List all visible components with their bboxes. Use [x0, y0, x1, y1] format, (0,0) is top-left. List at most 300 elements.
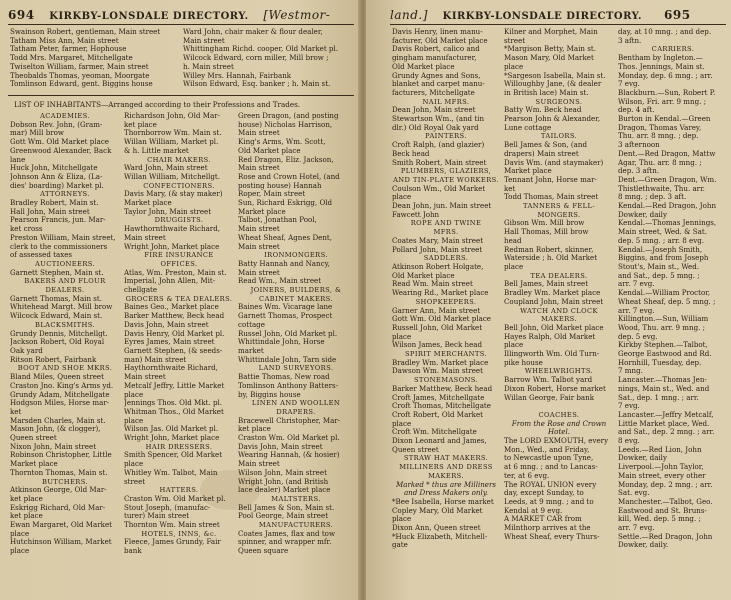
directory-entry: Atkinson George, Old Mar- [10, 486, 107, 495]
directory-entry: King's Arms, Wm. Scott, [238, 138, 326, 147]
directory-entry: Main street [238, 242, 280, 251]
directory-entry [504, 402, 614, 411]
directory-entry: street [124, 477, 146, 486]
directory-entry: Coulson Wm., Old Market [392, 184, 486, 193]
directory-entry: Main street [238, 225, 280, 234]
directory-entry: Main street [238, 129, 280, 138]
directory-entry: Hayes Ralph, Old Market [504, 332, 596, 341]
directory-entry: Wood, Thu. arr. 9 mng. ; [618, 323, 706, 332]
directory-entry: Mon., Wed., and Friday, [504, 445, 590, 454]
trade-heading: OFFICES. [160, 259, 198, 268]
directory-entry: head [504, 236, 522, 245]
trades-column-3 [238, 112, 354, 556]
directory-entry: Hall Thomas, Mill brow [504, 228, 589, 237]
directory-entry: Willoughby Jane, (& dealer [504, 80, 602, 89]
directory-entry: h. Main street [183, 62, 234, 71]
directory-entry: Illingworth Wm. Old Turn- [504, 350, 600, 359]
directory-entry: Fawcett John [392, 210, 440, 219]
directory-entry: Hornhill, Tuesday, dep. [618, 358, 702, 367]
directory-entry: *Bee Isabella, Horse market [392, 497, 494, 506]
directory-entry: arr. 7 evg. [618, 524, 655, 533]
directory-entry: Milnthorp arrives at the [504, 524, 591, 533]
directory-entry: Liverpool.—John Taylor, [618, 463, 704, 472]
directory-entry: gate [392, 541, 408, 550]
left-page-number: 694 [8, 8, 35, 22]
directory-entry: Waterside ; h. Old Market [504, 254, 598, 263]
directory-entry: blanket and carpet manu- [392, 80, 485, 89]
directory-entry: Davis Robert, calico and [392, 45, 480, 54]
right-page-number: 695 [664, 8, 691, 22]
trade-heading: FIRE INSURANCE [144, 251, 214, 260]
right-page-header [390, 8, 691, 22]
directory-entry: Queen street [10, 434, 57, 443]
trade-heading: HAIR DRESSERS. [145, 442, 213, 451]
trade-heading: LINEN AND WOOLLEN [251, 399, 341, 408]
directory-entry: Russel John, Old Market pl. [238, 329, 338, 338]
directory-entry: Garnett Stephen, (& seeds- [124, 346, 223, 355]
directory-entry: Hawthornthwaite Richard, [124, 225, 220, 234]
directory-entry: Kendal.—Joseph Smith, [618, 245, 703, 254]
directory-entry: Davis John, Main street [124, 320, 209, 329]
trade-heading: IRONMONGERS. [264, 251, 328, 260]
directory-entry: Willan William, Mitchellgt. [124, 172, 221, 181]
trade-heading: SURGEONS. [535, 97, 583, 106]
directory-entry: to Newcastle upon Tyne, [504, 454, 594, 463]
trade-heading: COACHES. [538, 410, 580, 419]
directory-entry: Dent.—Red Dragon, Mattw [618, 149, 716, 158]
directory-entry: Barker Matthew, Beck head [124, 312, 225, 321]
directory-entry: Bentham by Ingleton.— [618, 54, 703, 63]
directory-entry: Wilson John, Main street [238, 468, 327, 477]
directory-entry: Batty Hannah and Nancy, [238, 259, 330, 268]
directory-entry: Grundy Dennis, Mitchellgt. [10, 329, 108, 338]
directory-entry: Main street [238, 268, 280, 277]
directory-entry: Croft Robert, Old Market [392, 410, 484, 419]
directory-entry: Sat., dep. 1 mng. ; arr. [618, 393, 699, 402]
directory-entry: Baines Geo., Market place [124, 303, 219, 312]
directory-entry: place [504, 62, 524, 71]
right-page-title: KIRKBY-LONSDALE DIRECTORY. [442, 11, 642, 22]
directory-entry: Gibson Wm. Mill brow [504, 219, 585, 228]
directory-entry: Willey Mrs. Hannah, Fairbank [183, 71, 292, 80]
top-right-column [183, 28, 353, 89]
directory-entry: Bell John, Old Market place [504, 323, 604, 332]
directory-entry: Tatham Peter, farmer, Hophouse [10, 45, 127, 54]
directory-entry: Smith Spencer, Old Market [124, 451, 223, 460]
directory-entry: Hall John, Main street [10, 207, 90, 216]
directory-entry: Wilson Jas. Old Market pl. [124, 425, 219, 434]
directory-entry: Bell James & Son, (and [504, 141, 587, 150]
trade-heading: MFRS. [433, 228, 459, 237]
directory-entry: Dragon, Thomas Varey, [618, 123, 702, 132]
directory-entry: Dowker, daily [618, 454, 667, 463]
directory-entry: Grundy Adam, Mitchellgate [10, 390, 110, 399]
directory-entry: Sat. evg. [618, 489, 650, 498]
trades-column-2 [124, 112, 234, 556]
directory-entry: Wheat Sheaf, dep. 5 mng. ; [618, 297, 716, 306]
trade-heading: NAIL MFRS. [422, 97, 470, 106]
directory-entry: Tatham Miss Ann, Main street [10, 36, 119, 45]
directory-entry: Battie Thomas, New road [238, 373, 330, 382]
directory-entry: Wearing Rd., Market place [392, 289, 489, 298]
trade-heading: BLACKSMITHS. [35, 320, 95, 329]
directory-entry: Thornton Wm. Main street [124, 521, 220, 530]
directory-entry: Davis John, Main street [238, 442, 323, 451]
header-rule [8, 24, 354, 25]
directory-entry: nings, Main st., Wed. and [618, 384, 710, 393]
directory-entry: Marsden Charles, Main st. [10, 416, 106, 425]
directory-entry: Leeds.—Red Lion, John [618, 445, 702, 454]
trade-heading: CARRIERS. [651, 45, 695, 54]
directory-entry: Croft Ralph, (and glazier) [392, 141, 485, 150]
directory-entry: Atkinson Robert Holgate, [392, 262, 484, 271]
directory-entry: place [392, 419, 412, 428]
directory-entry: Bell James, Main street [504, 280, 589, 289]
directory-entry: turer) Main street [124, 512, 190, 521]
directory-entry: Read Wm., Main street [238, 277, 322, 286]
directory-entry: Grundy Agnes and Sons, [392, 71, 481, 80]
directory-entry: Wheat Sheaf, every Thurs- [504, 532, 600, 541]
trade-heading: BUTCHERS. [42, 477, 88, 486]
directory-entry: dlr.) Old Royal Oak yard [392, 123, 479, 132]
directory-entry: Main street [183, 36, 225, 45]
directory-entry: Barker Matthew, Beck head [392, 384, 493, 393]
directory-entry: place [10, 529, 30, 538]
directory-entry: ket [10, 407, 22, 416]
directory-entry: Main street [238, 164, 280, 173]
directory-entry: Tomlinson Edward, gent. Biggins house [10, 80, 153, 89]
directory-entry: spinner, and wrapper mfr. [238, 538, 332, 547]
directory-entry: Eskrigg Richard, Old Mar- [10, 503, 106, 512]
directory-entry: Craston Wm. Old Market pl. [238, 434, 340, 443]
directory-entry: 7 evg. [618, 402, 640, 411]
directory-entry: dep. 5 evg. [618, 332, 658, 341]
directory-entry: Whitley Wm. Talbot, Main [124, 468, 218, 477]
trade-heading: MANUFACTURERS. [258, 521, 334, 530]
trade-heading: GROCERS & TEA DEALERS. [125, 294, 233, 303]
directory-entry: Lancaster.—Jeffry Metcalf, [618, 410, 714, 419]
directory-entry: Wilson, Fri. arr. 9 mng. ; [618, 97, 707, 106]
directory-entry: Killington.—Sun, William [618, 315, 709, 324]
trade-heading: LAND SURVEYORS. [258, 364, 334, 373]
directory-entry: ket place [124, 120, 157, 129]
directory-entry: The LORD EXMOUTH, every [504, 437, 609, 446]
directory-entry: arr. 7 evg. [618, 306, 655, 315]
directory-entry: Bell James & Son, Main st. [238, 503, 335, 512]
directory-entry: street [504, 36, 526, 45]
trade-heading: HATTERS. [159, 486, 199, 495]
directory-entry: Dowker, daily [618, 210, 667, 219]
trades-column-5 [504, 28, 614, 541]
directory-entry: George Eastwood and Rd. [618, 350, 712, 359]
directory-entry: Kendal.—Thomas Jennings, [618, 219, 717, 228]
trade-heading: CABINET MAKERS. [259, 294, 333, 303]
trade-heading: MAKERS. [541, 315, 577, 324]
directory-entry: 3 aftn. [618, 36, 642, 45]
directory-entry: Metcalf Jeffry, Little Market [124, 381, 225, 390]
directory-entry: Wheat Sheaf, Agnes Dent, [238, 233, 333, 242]
directory-entry: Red Dragon, Eliz. Jackson, [238, 155, 334, 164]
directory-entry: facturers, Mitchellgate [392, 88, 475, 97]
trade-heading: MONGERS. [537, 210, 581, 219]
directory-entry: drapers) Main street [504, 149, 579, 158]
trade-heading: ACADEMIES. [40, 112, 90, 120]
directory-entry: Oak yard [10, 346, 43, 355]
directory-entry: Wright John, Market place [124, 242, 220, 251]
directory-entry: Fleece, James Grundy, Fair [124, 538, 221, 547]
directory-entry: Whittingham Richd. cooper, Old Market pl. [183, 45, 338, 54]
italic-note: Marked * thus are Milliners [395, 480, 497, 489]
directory-entry: cottage [238, 320, 265, 329]
directory-entry: Pearson Francis, jun. Mar- [10, 216, 106, 225]
header-rule [390, 24, 726, 25]
trade-heading: TAILORS. [540, 132, 578, 141]
trades-column-6 [618, 28, 728, 550]
trade-heading: MILLINERS AND DRESS [399, 463, 493, 472]
directory-entry: Market place [504, 167, 552, 176]
directory-entry: Dixon Robert, Horse market [504, 384, 606, 393]
directory-entry: Kendal.—Red Dragon, John [618, 202, 717, 211]
directory-entry: Dixon Ann, Queen street [392, 524, 481, 533]
directory-entry: dep. 5 mng. ; arr. 8 evg. [618, 236, 705, 245]
directory-entry: Copley Mary, Old Market [392, 506, 483, 515]
trade-heading: AUCTIONEERS. [34, 259, 96, 268]
directory-entry: Davis Henry, linen manu- [392, 28, 483, 36]
directory-entry: Wright John, Market place [124, 434, 220, 443]
directory-entry: Mason Mary, Old Market [504, 54, 594, 63]
directory-entry: Wilson Edward, Esq. banker ; h. Main st. [183, 80, 331, 89]
trade-heading: TEA DEALERS. [530, 271, 588, 280]
directory-entry: Bradley Wm. Market place [504, 289, 601, 298]
directory-entry: Stout's, Main st., Wed. [618, 262, 700, 271]
directory-entry: Queen square [238, 547, 289, 556]
directory-entry: Imperial, John Allen, Mit- [124, 277, 216, 286]
directory-entry: lace dealer) Market place [238, 486, 331, 495]
directory-entry: The ROYAL UNION every [504, 480, 597, 489]
directory-entry: Coates James, flax and tow [238, 529, 336, 538]
trade-heading: PAINTERS. [425, 132, 467, 141]
directory-entry: & h. Little market [124, 146, 189, 155]
directory-entry: Haythornthwaite Richard, [124, 364, 218, 373]
directory-entry: Bradley Wm. Market place [392, 358, 489, 367]
trade-heading: SHOPKEEPERS. [415, 297, 477, 306]
directory-entry: place [392, 193, 412, 202]
directory-entry: Agar, Thu. arr. 8 mng. ; [618, 158, 702, 167]
directory-entry: bank [124, 547, 142, 556]
directory-entry: Ritson Robert, Fairbank [10, 355, 97, 364]
directory-entry: Dent.—Green Dragon, Wm. [618, 175, 717, 184]
directory-entry: ket cross [10, 225, 43, 234]
trade-heading: SADDLERS. [423, 254, 469, 263]
directory-entry: Jennings Thos. Old Mkt. pl. [124, 399, 223, 408]
directory-entry: Gott Wm. Old Market place [10, 138, 109, 147]
left-page-title: KIRKBY-LONSDALE DIRECTORY. [49, 11, 249, 22]
directory-entry: Craston Jno. King's Arms yd. [10, 381, 114, 390]
directory-entry: ter, at 6 evg. [504, 471, 550, 480]
directory-entry: Garner Ann, Main street [392, 306, 481, 315]
directory-entry: place [504, 262, 524, 271]
directory-entry: Dixon Leonard and James, [392, 437, 487, 446]
directory-entry: Batty Wm. Beck head [504, 106, 582, 115]
directory-entry: 3 afternoon [618, 141, 660, 150]
left-page-region: [Westmor- [263, 8, 331, 22]
directory-entry: Dawson Wm. Main street [392, 367, 483, 376]
trade-heading: ROPE AND TWINE [410, 219, 482, 228]
directory-entry: lane [10, 155, 26, 164]
directory-entry: Settle.—Red Dragon, John [618, 532, 713, 541]
directory-entry: place [392, 515, 412, 524]
directory-entry: Richardson John, Old Mar- [124, 112, 220, 120]
directory-entry: Biggins, and from Joseph [618, 254, 709, 263]
directory-entry: ket [504, 184, 516, 193]
directory-entry: Mason John, (& clogger), [10, 425, 101, 434]
directory-entry: dies' boarding) Market pl. [10, 181, 104, 190]
trade-heading: MALTSTERS. [271, 494, 321, 503]
directory-entry: Main street [124, 233, 166, 242]
directory-entry: Dean John, jun. Main street [392, 202, 492, 211]
directory-entry: Queen street [392, 445, 439, 454]
directory-entry: Preston William, Main street, [10, 233, 116, 242]
directory-entry: Wright John, (and British [238, 477, 329, 486]
directory-entry: Redman Robert, skinner, [504, 245, 594, 254]
directory-entry: and Sat., dep. 2 mng. ; arr. [618, 428, 715, 437]
directory-entry: Davis Henry, Old Market pl. [124, 329, 225, 338]
section-rule [8, 95, 354, 96]
directory-entry: Lancaster.—Thomas Jen- [618, 376, 707, 385]
directory-entry: Pearson John & Alexander, [504, 115, 601, 124]
directory-entry: Beck head [392, 149, 430, 158]
directory-entry: Whittindale John, Horse [238, 338, 325, 347]
directory-entry: place [504, 341, 524, 350]
directory-entry: Stout Joseph, (manufac- [124, 503, 211, 512]
trade-heading: BAKERS AND FLOUR [24, 277, 106, 286]
directory-entry: Whittindale John, Tarn side [238, 355, 337, 364]
directory-entry: Dobson Rev. John, (Gram- [10, 120, 103, 129]
directory-entry: Dean John, Main street [392, 106, 476, 115]
directory-entry: and Sat., dep. 5 mng. ; [618, 271, 700, 280]
directory-entry: Johnson Ann & Eliza, (La- [10, 172, 103, 181]
directory-entry: Davis Mary, (& stay maker) [124, 190, 223, 199]
list-heading: LIST OF INHABITANTS—Arranged according to their Professions and Trades. [14, 100, 301, 109]
directory-entry: Garnett Stephen, Main st. [10, 268, 104, 277]
directory-entry: Kilner and Morphet, Main [504, 28, 598, 36]
directory-entry: place [124, 460, 144, 469]
directory-entry: arr. 7 evg. [618, 280, 655, 289]
directory-entry: Wearing Hannah, (& hosier) [238, 451, 340, 460]
trades-column-4 [392, 28, 500, 550]
trade-heading: STRAW HAT MAKERS. [403, 454, 489, 463]
directory-entry: Market place [10, 460, 58, 469]
directory-entry: Talbot, Jonathan Pool, [238, 216, 317, 225]
directory-entry: Old Market place [392, 271, 455, 280]
directory-entry: Tomlinson Anthony Batters- [238, 381, 339, 390]
directory-entry: Little Market place, Wed. [618, 419, 710, 428]
trade-heading: JOINERS, BUILDERS, & [250, 286, 342, 295]
left-page-header [8, 8, 330, 22]
directory-entry: Coates Mary, Main street [392, 236, 484, 245]
directory-entry: Taylor John, Main street [124, 207, 212, 216]
directory-entry: Monday, dep. 6 mng. ; arr. [618, 71, 713, 80]
directory-entry: Willan William, Market pl. [124, 138, 219, 147]
directory-entry: Green Dragon, (and posting [238, 112, 339, 120]
directory-entry: dep. 4 aft. [618, 106, 655, 115]
directory-entry: Old Market place [392, 62, 455, 71]
directory-entry: *Margison Betty, Main st. [504, 45, 596, 54]
directory-entry: market [238, 346, 264, 355]
directory-entry: Kendal.—William Proctor, [618, 289, 711, 298]
directory-entry: Main street, every other [618, 471, 706, 480]
directory-entry: Craston Wm. Old Market pl. [124, 494, 226, 503]
directory-entry: Gott Wm. Old Market place [392, 315, 491, 324]
directory-entry: by, Biggins house [238, 390, 301, 399]
directory-entry: Russell John, Old Market [392, 323, 483, 332]
directory-entry: Bland Miles, Queen street [10, 373, 104, 382]
trade-heading: DRUGGISTS. [154, 216, 204, 225]
trade-heading: STONEMASONS. [413, 376, 479, 385]
directory-entry: Ward John, Main street [124, 164, 208, 173]
trade-heading: HOTELS, INNS, &c. [141, 529, 217, 538]
directory-entry: Main street [238, 460, 280, 469]
directory-entry: dep. 3 aftn. [618, 167, 660, 176]
directory-entry: Kendal at 9 evg. [504, 506, 563, 515]
directory-entry: chellgate [124, 286, 158, 295]
directory-entry: place [10, 547, 30, 556]
directory-entry: Market place [238, 207, 286, 216]
directory-entry: Twiselton William, farmer, Main street [10, 62, 149, 71]
trade-heading: WHEELWRIGHTS. [524, 367, 594, 376]
directory-entry: Croft Wm. Mitchellgate [392, 428, 477, 437]
directory-entry: Stewartson Wm., (and tin [392, 115, 485, 124]
directory-entry: Garnett Thomas, Prospect [238, 312, 333, 321]
directory-entry: 7 mng. [618, 367, 643, 376]
directory-entry: Thu. arr. 8 mng. ; dep. [618, 132, 699, 141]
directory-entry: Tennant John, Horse mar- [504, 175, 597, 184]
directory-entry: house) Nicholas Harrison, [238, 120, 333, 129]
directory-entry: Hodgson Miles, Horse mar- [10, 399, 110, 408]
directory-entry: Croft Thomas, Mitchellgate [392, 402, 491, 411]
directory-entry: Main street [124, 373, 166, 382]
directory-entry: Wilcock Edward, Main st. [10, 312, 103, 321]
top-left-column [10, 28, 170, 89]
left-page [0, 0, 360, 600]
directory-entry: Roper, Main street [238, 190, 306, 199]
directory-entry: kill, Wed. dep. 5 mng. ; [618, 515, 701, 524]
directory-entry: ket place [238, 425, 271, 434]
directory-entry: day, except Sunday, to [504, 489, 584, 498]
directory-entry: Manchester.—Talbot, Geo. [618, 497, 713, 506]
directory-entry: Jackson Robert, Old Royal [10, 338, 105, 347]
directory-entry: ket place [10, 512, 43, 521]
right-page-region: land.] [390, 8, 428, 22]
trade-heading: WATCH AND CLOCK [520, 306, 598, 315]
directory-entry: Thornborrow Wm. Main st. [124, 129, 222, 138]
trade-heading: CONFECTIONERS. [143, 181, 215, 190]
directory-entry: Coupland John, Main street [504, 297, 604, 306]
directory-entry: 7 evg. [618, 80, 640, 89]
directory-entry: Theobalds Thomas, yeoman, Moorgate [10, 71, 150, 80]
directory-entry: Bracewell Christopher, Mar- [238, 416, 341, 425]
directory-entry: place [392, 332, 412, 341]
directory-entry: Wilson James, Beck head [392, 341, 483, 350]
directory-entry: Whitehead Margt. Mill brow [10, 303, 113, 312]
directory-entry: Sun, Richard Eskrigg, Old [238, 199, 333, 208]
directory-entry: Monday, dep. 2 mng. ; arr. [618, 480, 713, 489]
directory-entry: Bradley Robert, Main st. [10, 199, 99, 208]
trade-heading: TANNERS & FELL- [523, 202, 595, 211]
directory-entry: Davis Wm. (and staymaker) [504, 158, 604, 167]
trade-heading: ATTORNEYS. [40, 190, 90, 199]
directory-entry: Baines Wm. Vicarage lane [238, 303, 333, 312]
